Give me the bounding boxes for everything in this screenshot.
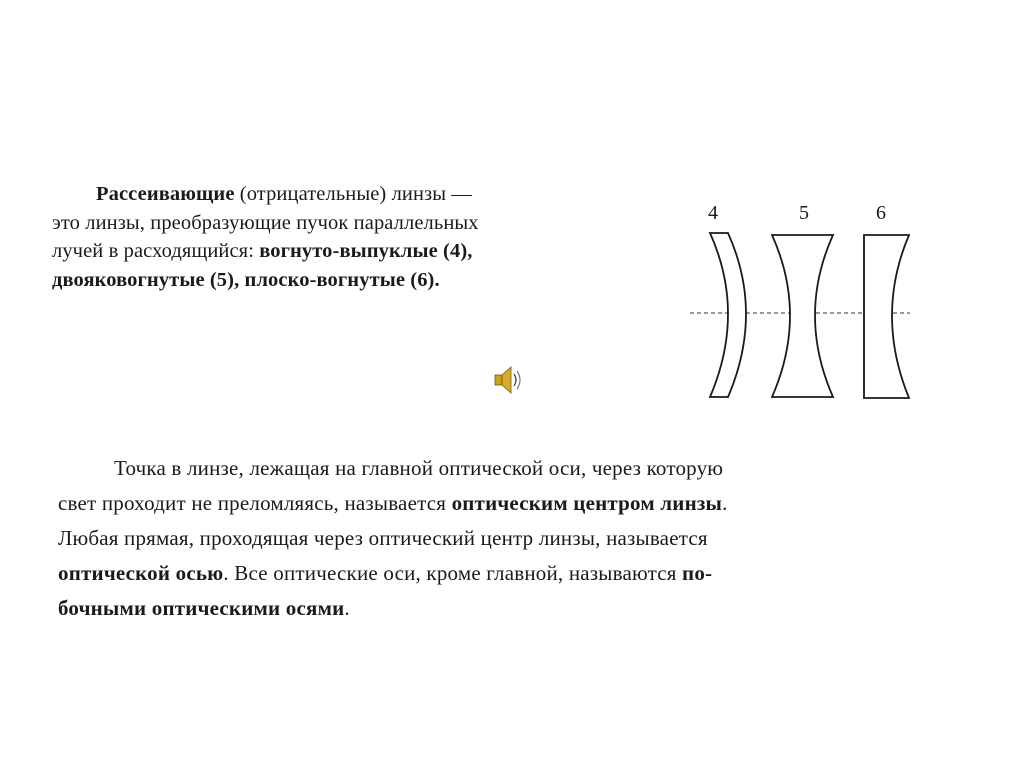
- text-run: Точка в линзе, лежащая на главной оптической оси, через которую: [114, 456, 724, 480]
- paragraph-line: [58, 556, 998, 591]
- text-run: .: [722, 491, 728, 515]
- text-run: Любая прямая, проходящая через оптический центр линзы, называется: [58, 526, 708, 550]
- text-run-bold: по-: [682, 561, 713, 585]
- lens-diagram: [660, 195, 930, 410]
- text-run: (отрицательные) линзы —: [234, 183, 472, 205]
- paragraph-diverging-lenses: [52, 180, 642, 294]
- text-run-bold: двояковогнутые (5), плоско-вогнутые (6).: [52, 268, 440, 291]
- lens-plano-concave: [864, 235, 909, 398]
- text-run-bold: бочными оптическими осями: [58, 596, 345, 620]
- text-run: это линзы, преобразующие пучок параллельных: [52, 211, 479, 234]
- text-run-bold: вогнуто-выпуклые (4),: [259, 240, 473, 262]
- lens-concave-convex: [710, 233, 746, 397]
- paragraph-line: [58, 451, 998, 486]
- paragraph-line: [58, 591, 998, 626]
- speaker-icon[interactable]: [490, 362, 526, 398]
- text-run: свет проходит не преломляясь, называется: [58, 491, 452, 515]
- lens-label-4: 4: [708, 202, 718, 224]
- paragraph-line: [52, 209, 642, 238]
- paragraph-line: [52, 180, 642, 209]
- paragraph-line: [52, 237, 642, 266]
- text-run-bold: оптической осью: [58, 561, 224, 585]
- lens-biconcave: [772, 235, 833, 397]
- text-run-bold: оптическим центром линзы: [451, 491, 723, 515]
- lens-label-6: 6: [876, 202, 886, 224]
- text-run: .: [344, 596, 350, 620]
- text-run-bold: Рассеивающие: [96, 183, 235, 205]
- paragraph-optical-center: [58, 451, 998, 626]
- paragraph-line: [58, 486, 998, 521]
- lens-figure: [660, 195, 930, 410]
- text-run: лучей в расходящийся:: [52, 240, 260, 262]
- text-run: . Все оптические оси, кроме главной, называются: [223, 561, 683, 585]
- paragraph-line: [52, 266, 642, 295]
- lens-label-5: 5: [799, 202, 809, 224]
- paragraph-line: [58, 521, 998, 556]
